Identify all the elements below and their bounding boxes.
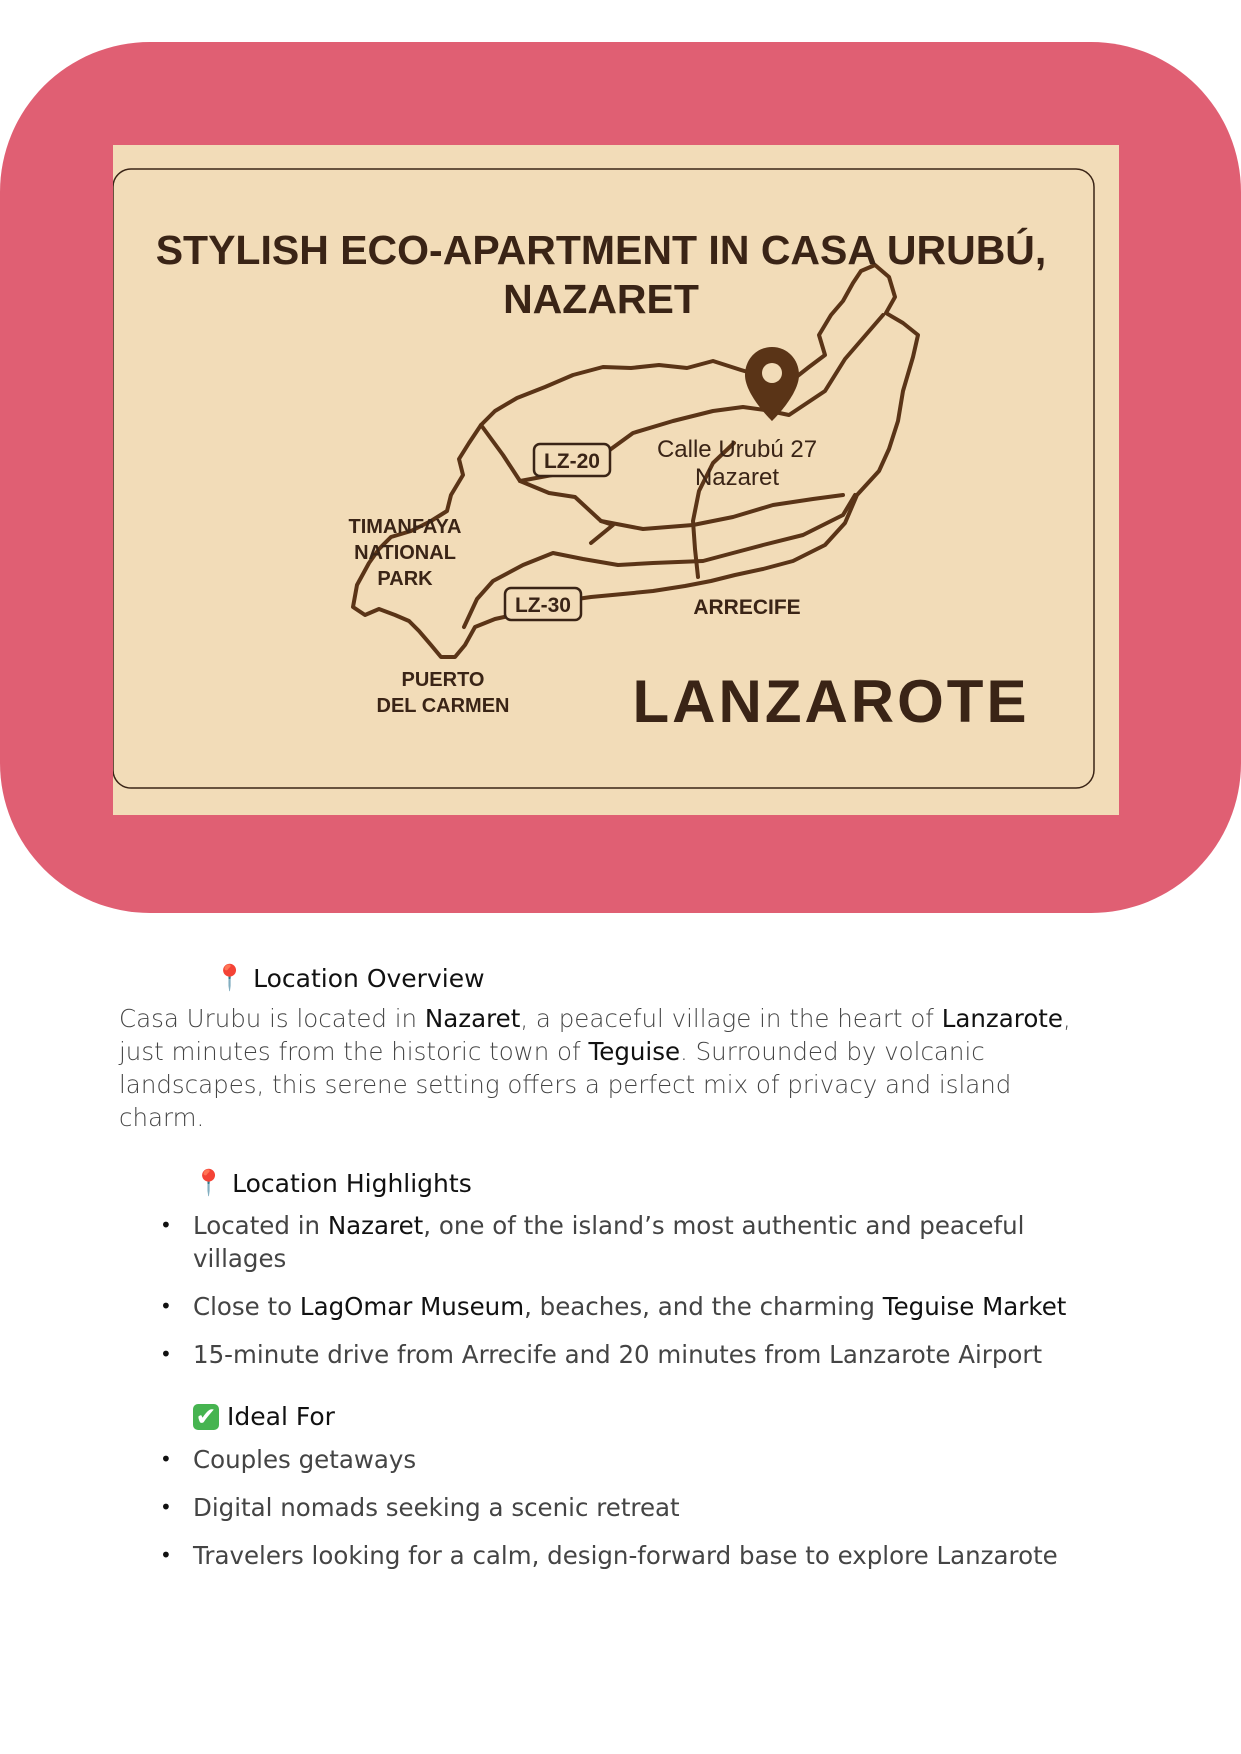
ideal-list: [160, 1443, 1120, 1587]
map-title-line2: NAZARET: [503, 276, 699, 322]
label-puerto-2: DEL CARMEN: [376, 695, 510, 717]
sign-lz30: [505, 588, 581, 620]
teguise-text: Teguise: [588, 1037, 681, 1066]
label-lanzarote: LANZAROTE: [632, 668, 1030, 735]
list-item: • Close to LagOmar Museum, beaches, and the charming Teguise Market: [160, 1290, 1120, 1323]
label-puerto-1: PUERTO: [401, 669, 485, 691]
highlights-heading: [193, 1168, 472, 1198]
nazaret-text: Nazaret: [424, 1004, 521, 1033]
address-line2: Nazaret: [694, 464, 780, 491]
lanzarote-text: Lanzarote: [941, 1004, 1063, 1033]
list-item: • Located in Nazaret, one of the island’s most authentic and peaceful villages: [160, 1209, 1120, 1275]
road-north-west: [481, 425, 613, 543]
list-item: • 15-minute drive from Arrecife and 20 minutes from Lanzarote Airport: [160, 1338, 1120, 1371]
ideal-heading: [193, 1402, 335, 1431]
pin-icon: 📍: [214, 963, 246, 992]
road-center: [601, 495, 843, 529]
pin-icon: 📍: [193, 1168, 225, 1197]
list-item: • Travelers looking for a calm, design-forward base to explore Lanzarote: [160, 1539, 1120, 1572]
label-arrecife: ARRECIFE: [693, 596, 801, 619]
list-item: • Couples getaways: [160, 1443, 1120, 1476]
svg-text:LZ-30: LZ-30: [514, 594, 572, 617]
address-line1: Calle Urubú 27: [656, 436, 818, 463]
sign-lz20: [534, 444, 610, 476]
ideal-heading-text: Ideal For: [227, 1402, 335, 1431]
highlights-list: [160, 1209, 1120, 1386]
list-item: • Digital nomads seeking a scenic retreat: [160, 1491, 1120, 1524]
island-outline: [353, 265, 918, 657]
overview-paragraph: Casa Urubu is located in Nazaret, a peaceful village in the heart of Lanzarote, just minutes from the historic town of Teguise. Surrounded by volcanic landscapes, this serene setting offers a perfect mix of privacy and island charm.: [119, 1004, 1071, 1132]
label-timanfaya-2: NATIONAL: [354, 542, 456, 564]
label-timanfaya-3: PARK: [377, 568, 433, 590]
overview-heading: [214, 963, 485, 993]
highlights-heading-text: Location Highlights: [232, 1168, 472, 1198]
overview-heading-text: Location Overview: [253, 963, 485, 993]
hero-banner: [0, 42, 1241, 913]
label-timanfaya-1: TIMANFAYA: [348, 516, 462, 538]
check-icon: ✔: [193, 1404, 219, 1430]
map-illustration: [113, 145, 1119, 815]
lanzarote-map: [113, 145, 1119, 815]
svg-text:LZ-20: LZ-20: [543, 450, 601, 473]
map-title-line1: STYLISH ECO-APARTMENT IN CASA URUBÚ,: [155, 227, 1047, 273]
